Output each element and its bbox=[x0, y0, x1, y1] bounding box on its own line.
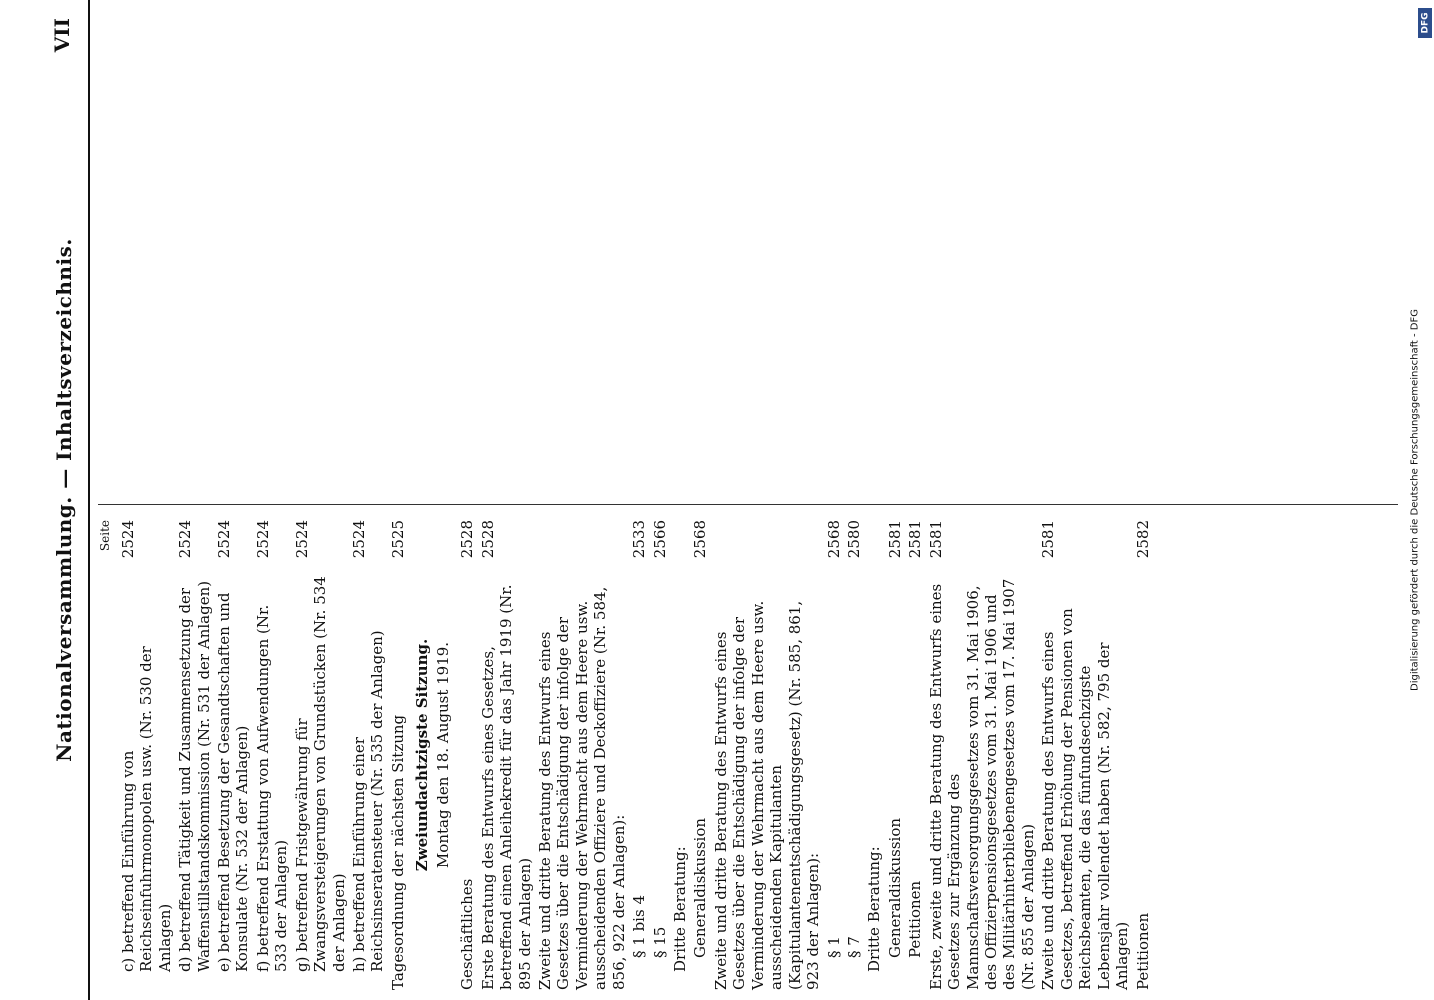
toc-entry-text: g) betreffend Fristgewährung für Zwangsversteigerungen von Grundstücken (Nr. 534 der Anlagen) bbox=[292, 576, 348, 972]
seite-label: Seite bbox=[98, 520, 112, 552]
toc-entry-text: Erste Beratung des Entwurfs eines Gesetzes, betreffend einen Anleihekredit für das Jahr 1919 (Nr. 895 der Anlagen) bbox=[478, 584, 534, 990]
page-number: VII bbox=[50, 18, 74, 53]
toc-page-number: 2581 bbox=[885, 520, 904, 559]
toc-row bbox=[886, 520, 904, 990]
toc-entry-text: Zweite und dritte Beratung des Entwurfs eines Gesetzes über die Entschädigung der infolge der Verminderung der Wehrmacht aus dem Heere usw. ausscheidenden Kapitulanten (Kapitulantenentschädigungsgesetz) (Nr. 585, 861, 923 der Anlagen): bbox=[711, 600, 823, 990]
toc-entry-text: Dritte Beratung: bbox=[671, 846, 689, 972]
toc-row bbox=[1039, 520, 1131, 990]
toc-row bbox=[536, 520, 628, 990]
section-date: Montag den 18. August 1919. bbox=[433, 641, 452, 869]
toc-page-number: 2524 bbox=[214, 520, 233, 559]
content-columns bbox=[98, 0, 1398, 1000]
left-column-rows-2 bbox=[458, 520, 1152, 990]
page-header bbox=[40, 0, 90, 1000]
toc-row bbox=[479, 520, 534, 990]
running-title: Nationalversammlung. — Inhaltsverzeichnis. bbox=[52, 238, 76, 762]
toc-page-number: 2528 bbox=[458, 520, 477, 559]
toc-page-number: 2582 bbox=[1133, 520, 1152, 559]
toc-entry-text: § 1 bis 4 bbox=[630, 895, 649, 958]
toc-row bbox=[927, 520, 1038, 990]
toc-entry-text: Geschäftliches bbox=[458, 878, 477, 990]
toc-page-number: 2580 bbox=[844, 520, 863, 559]
toc-page-number: 2528 bbox=[478, 520, 497, 559]
toc-page-number: 2533 bbox=[630, 520, 649, 559]
toc-row bbox=[215, 520, 252, 990]
toc-row bbox=[119, 520, 174, 990]
digitization-strip bbox=[1395, 0, 1434, 1000]
toc-row bbox=[1134, 520, 1152, 990]
toc-row bbox=[630, 520, 648, 990]
toc-row bbox=[825, 520, 843, 990]
toc-row bbox=[389, 520, 407, 990]
dfg-logo: DFG bbox=[1418, 8, 1432, 38]
toc-row bbox=[691, 520, 709, 990]
toc-page-number: 2524 bbox=[176, 520, 195, 559]
toc-page-number: 2581 bbox=[926, 520, 945, 559]
toc-page-number: 2524 bbox=[350, 520, 368, 559]
toc-entry-text: Dritte Beratung: bbox=[865, 846, 884, 972]
toc-entry-text: Tagesordnung der nächsten Sitzung bbox=[388, 714, 407, 990]
toc-entry-text: Zweite und dritte Beratung des Entwurfs eines Gesetzes, betreffend Erhöhung der Pensionen von Reichsbeamten, die das fünfundsechzigste Lebensjahr vollendet haben (Nr. 582, 795 der Anlagen) bbox=[1039, 608, 1132, 990]
toc-entry-text: e) betreffend Besetzung der Gesandtschaften und Konsulate (Nr. 532 der Anlagen) bbox=[214, 592, 252, 972]
toc-page-number: 2525 bbox=[388, 520, 407, 559]
toc-entry-text: § 7 bbox=[844, 936, 863, 958]
toc-row bbox=[293, 520, 348, 990]
toc-page-number: 2568 bbox=[691, 520, 710, 559]
left-column-rows bbox=[119, 520, 408, 990]
toc-entry-text: § 1 bbox=[824, 936, 843, 958]
toc-row bbox=[458, 520, 476, 990]
toc-entry-text: h) betreffend Einführung einer Reichsinseratensteuer (Nr. 535 der Anlagen) bbox=[350, 630, 387, 972]
column-separator bbox=[98, 504, 1398, 505]
toc-page-number: 2524 bbox=[118, 520, 137, 559]
toc-row bbox=[350, 520, 387, 990]
toc-row bbox=[176, 520, 213, 990]
toc-entry-text: d) betreffend Tätigkeit und Zusammensetzung der Waffenstillstandskommission (Nr. 531 der Anlagen) bbox=[176, 580, 213, 972]
toc-row bbox=[906, 520, 924, 990]
toc-entry-text: c) betreffend Einführung von Reichseinfuhrmonopolen usw. (Nr. 530 der Anlagen) bbox=[118, 646, 174, 972]
toc-page-number: 2568 bbox=[824, 520, 843, 559]
toc-page-number: 2566 bbox=[650, 520, 669, 559]
section-title: Zweiundachtzigste Sitzung. bbox=[413, 638, 432, 872]
toc-entry-text: f) betreffend Erstattung von Aufwendungen (Nr. 533 der Anlagen) bbox=[253, 604, 291, 972]
toc-entry-text: Generaldiskussion bbox=[885, 817, 904, 958]
toc-row bbox=[865, 520, 883, 990]
toc-entry-text: Erste, zweite und dritte Beratung des Entwurfs eines Gesetzes zur Ergänzung des Mannschaftsversorgungsgesetzes vom 31. Mai 1906, des Offizierpensionsgesetzes vom 31. Mai 1906 und des Militärhinterbliebenengesetzes vom 17. Mai 1907 (Nr. 855 der Anlagen) bbox=[926, 578, 1037, 990]
toc-entry-text: Generaldiskussion bbox=[691, 817, 710, 958]
toc-entry-text: § 15 bbox=[650, 926, 669, 958]
toc-row bbox=[845, 520, 863, 990]
toc-row bbox=[254, 520, 291, 990]
toc-row bbox=[671, 520, 689, 990]
toc-page-number: 2581 bbox=[906, 520, 925, 559]
toc-page-number: 2524 bbox=[292, 520, 311, 559]
toc-entry-text: Petitionen bbox=[906, 880, 925, 958]
toc-page-number: 2524 bbox=[253, 520, 272, 559]
left-column bbox=[98, 520, 1154, 990]
toc-row bbox=[712, 520, 823, 990]
toc-page-number: 2581 bbox=[1039, 520, 1058, 559]
toc-entry-text: Zweite und dritte Beratung des Entwurfs eines Gesetzes über die Entschädigung der infolge der Verminderung der Wehrmacht aus dem Heere usw. ausscheidenden Offiziere und Deckoffiziere (Nr. 584, 856, 922 der Anlagen): bbox=[535, 586, 628, 990]
toc-entry-text: Petitionen bbox=[1133, 912, 1152, 990]
digitization-note: Digitalisierung gefördert durch die Deutsche Forschungsgemeinschaft - DFG bbox=[1409, 308, 1421, 692]
toc-row bbox=[651, 520, 669, 990]
